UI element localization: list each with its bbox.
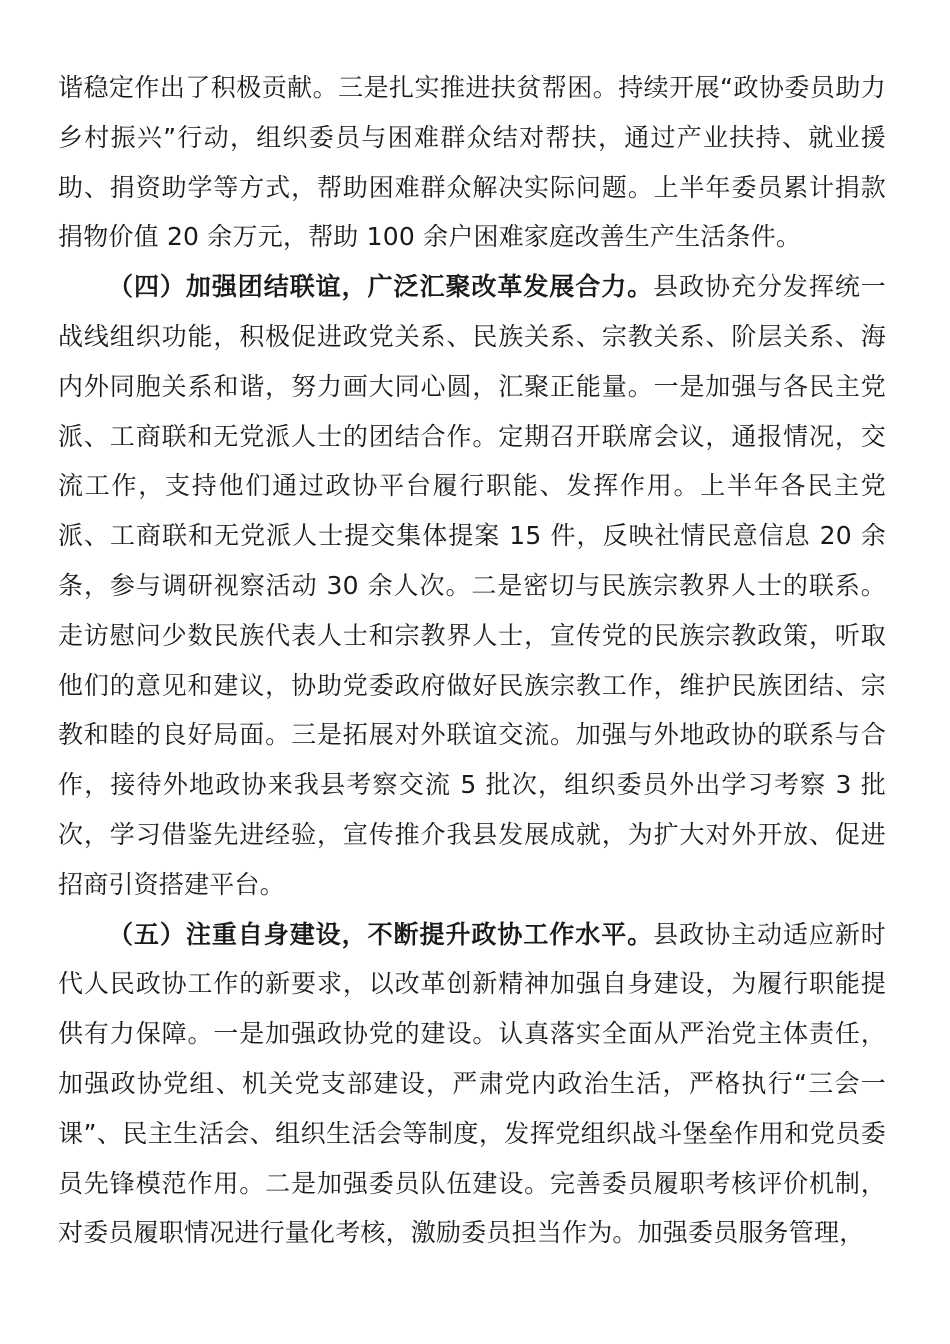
section-heading-4: （四）加强团结联谊，广泛汇聚改革发展合力。 — [108, 272, 654, 302]
paragraph-text: 县政协充分发挥统一战线组织功能，积极促进政党关系、民族关系、宗教关系、阶层关系、海内外同胞关系和谐，努力画大同心圆，汇聚正能量。一是加强与各民主党派、工商联和无党派人士的团结合作。定期召开联席会议，通报情况，交流工作，支持他们通过政协平台履行职能、发挥作用。上半年各民主党派、工商联和无党派人士提交集体提案 15 件，反映社情民意信息 20 余条，参与调研视察活动 30 余人次。二是密切与民族宗教界人士的联系。走访慰问少数民族代表人士和宗教界人士，宣传党的民族宗教政策，听取他们的意见和建议，协助党委政府做好民族宗教工作，维护民族团结、宗教和睦的良好局面。三是拓展对外联谊交流。加强与外地政协的联系与合作，接待外地政协来我县考察交流 5 批次，组织委员外出学习考察 3 批次，学习借鉴先进经验，宣传推介我县发展成就，为扩大对外开放、促进招商引资搭建平台。 — [58, 272, 886, 899]
document-body — [58, 63, 886, 1258]
paragraph-section-5 — [58, 910, 886, 1259]
paragraph-section-4 — [58, 262, 886, 909]
paragraph-continuation — [58, 63, 886, 262]
paragraph-text: 谐稳定作出了积极贡献。三是扎实推进扶贫帮困。持续开展“政协委员助力乡村振兴”行动，组织委员与困难群众结对帮扶，通过产业扶持、就业援助、捐资助学等方式，帮助困难群众解决实际问题。上半年委员累计捐款捐物价值 20 余万元，帮助 100 余户困难家庭改善生产生活条件。 — [58, 73, 886, 252]
section-heading-5: （五）注重自身建设，不断提升政协工作水平。 — [108, 919, 654, 949]
paragraph-text: 县政协主动适应新时代人民政协工作的新要求，以改革创新精神加强自身建设，为履行职能提供有力保障。一是加强政协党的建设。认真落实全面从严治党主体责任，加强政协党组、机关党支部建设，严肃党内政治生活，严格执行“三会一课”、民主生活会、组织生活会等制度，发挥党组织战斗堡垒作用和党员委员先锋模范作用。二是加强委员队伍建设。完善委员履职考核评价机制，对委员履职情况进行量化考核，激励委员担当作为。加强委员服务管理， — [58, 919, 886, 1248]
